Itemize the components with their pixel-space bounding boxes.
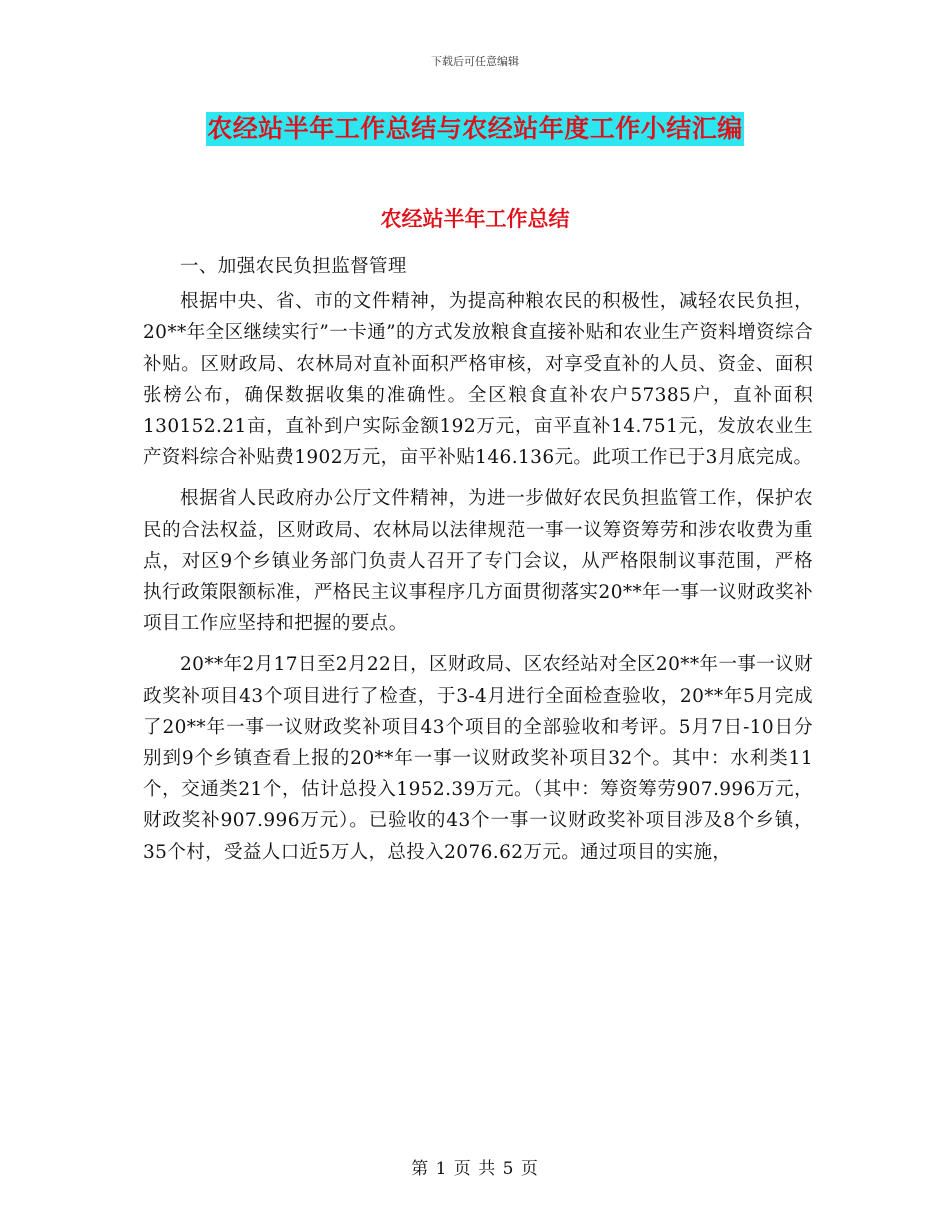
paragraph: 20**年2月17日至2月22日，区财政局、区农经站对全区20**年一事一议财政奖补项目43个项目进行了检查，于3-4月进行全面检查验收，20**年5月完成了20**年一事一议财政奖补项目43个项目的全部验收和考评。5月7日-10日分别到9个乡镇查看上报的20**年一事一议财政奖补项目32个。其中：水利类11个，交通类21个，估计总投入1952.39万元。（其中：筹资筹劳907.996万元，财政奖补907.996万元）。已验收的43个一事一议财政奖补项目涉及8个乡镇，35个村，受益人口近5万人，总投入2076.62万元。通过项目的实施， [143,654,813,863]
section-heading: 一、加强农民负担监督管理 [180,256,407,277]
main-title: 农经站半年工作总结与农经站年度工作小结汇编 [206,112,744,146]
header-note: 下载后可任意编辑 [431,55,519,68]
paragraph: 根据中央、省、市的文件精神，为提高种粮农民的积极性，减轻农民负担，20**年全区继续实行”一卡通”的方式发放粮食直接补贴和农业生产资料增资综合补贴。区财政局、农林局对直补面积严格审核，对享受直补的人员、资金、面积张榜公布，确保数据收集的准确性。全区粮食直补农户57385户，直补面积130152.21亩，直补到户实际金额192万元，亩平直补14.751元，发放农业生产资料综合补贴费1902万元，亩平补贴146.136元。此项工作已于3月底完成。 [143,291,813,469]
page-number: 第 1 页 共 5 页 [411,1159,539,1179]
document-body [143,251,813,878]
main-title-container [0,112,950,146]
sub-title: 农经站半年工作总结 [380,206,570,231]
paragraph: 根据省人民政府办公厅文件精神，为进一步做好农民负担监管工作，保护农民的合法权益，区财政局、农林局以法律规范一事一议筹资筹劳和涉农收费为重点，对区9个乡镇业务部门负责人召开了专门会议，从严格限制议事范围，严格执行政策限额标准，严格民主议事程序几方面贯彻落实20**年一事一议财政奖补项目工作应坚持和把握的要点。 [143,488,813,635]
